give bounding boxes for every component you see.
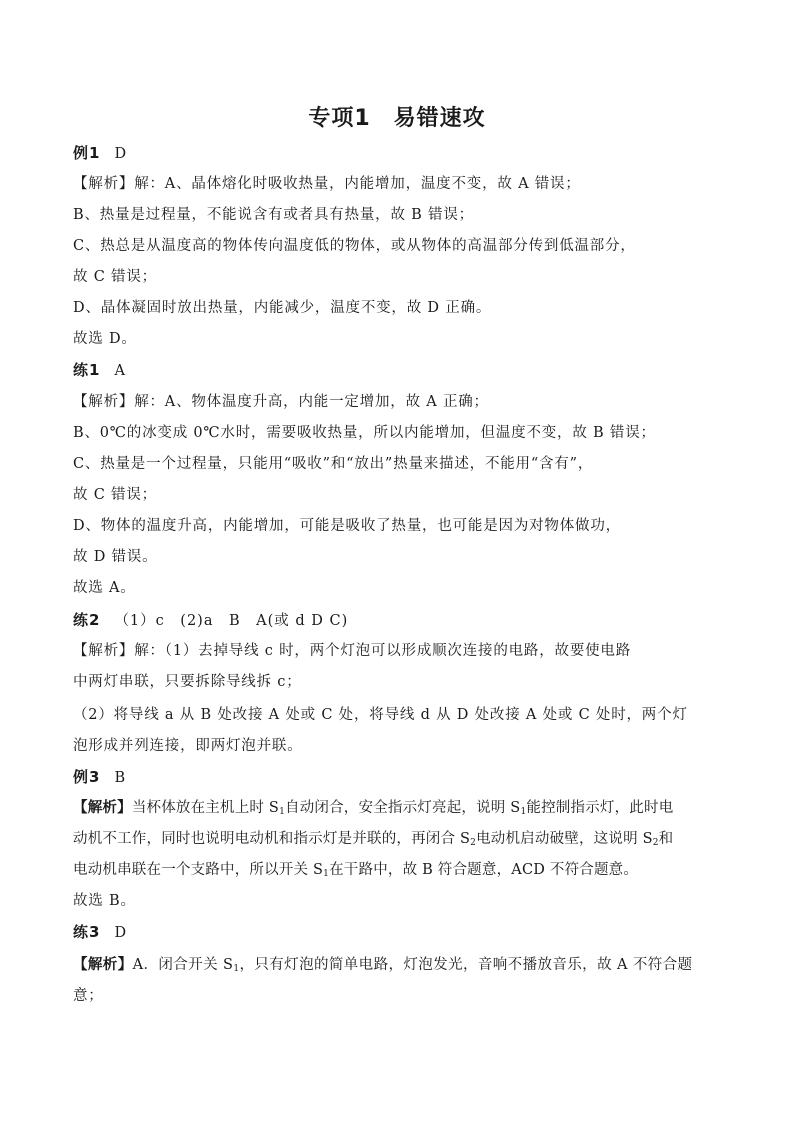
example-3-answer: B <box>114 770 127 786</box>
practice-3-header <box>73 922 733 943</box>
example-3-header <box>73 767 733 788</box>
analysis-text: 能控制指示灯，此时电 <box>526 800 674 816</box>
practice-1-header <box>73 360 733 381</box>
practice-2-line-3: （2）将导线 a 从 B 处改接 A 处或 C 处，将导线 d 从 D 处改接 A 处或 C 处时，两个灯 <box>73 707 688 723</box>
subscript: 2 <box>652 838 659 848</box>
subscript: 1 <box>520 807 527 817</box>
analysis-text: A．闭合开关 S <box>132 957 234 973</box>
analysis-text: 解：A、晶体熔化时吸收热量，内能增加，温度不变，故 A 错误； <box>134 176 581 192</box>
analysis-text: 自动闭合，安全指示灯亮起，说明 S <box>285 800 521 816</box>
example-3-line-3 <box>73 860 733 884</box>
analysis-text: 解：（1）去掉导线 c 时，两个灯泡可以形成顺次连接的电路，故要使电路 <box>134 643 632 659</box>
subscript: 1 <box>323 869 330 879</box>
analysis-tag: 【解析】 <box>73 643 135 659</box>
subscript: 2 <box>470 838 477 848</box>
practice-2-line-4: 泡形成并列连接，即两灯泡并联。 <box>73 738 303 754</box>
analysis-text: 和 <box>658 831 674 847</box>
practice-1-line-4: 故 C 错误； <box>73 487 157 503</box>
analysis-text: 当杯体放在主机上时 S <box>131 800 280 816</box>
analysis-text: 解：A、物体温度升高，内能一定增加，故 A 正确； <box>134 394 489 410</box>
practice-1-line-5: D、物体的温度升高，内能增加，可能是吸收了热量，也可能是因为对物体做功， <box>73 518 621 534</box>
practice-1-line-3: C、热量是一个过程量，只能用“吸收”和“放出”热量来描述，不能用“含有”， <box>73 456 594 472</box>
analysis-text: 动机不工作，同时也说明电动机和指示灯是并联的，再闭合 S <box>73 831 471 847</box>
example-1-label: 例1 <box>73 144 101 162</box>
practice-2-line-1 <box>73 641 733 661</box>
example-1-line-5: D、晶体凝固时放出热量，内能减少，温度不变，故 D 正确。 <box>73 300 492 316</box>
analysis-text: 在干路中，故 B 符合题意，ACD 不符合题意。 <box>329 862 639 878</box>
example-1-line-1 <box>73 174 733 194</box>
practice-3-answer: D <box>114 925 128 941</box>
example-3-label: 例3 <box>73 768 101 786</box>
practice-2-line-2: 中两灯串联，只要拆除导线拆 c； <box>73 674 302 690</box>
practice-2-answer: （1）c (2)a B A(或 d D C) <box>114 613 349 629</box>
example-3-line-1 <box>73 798 733 822</box>
example-1-header <box>73 143 733 164</box>
example-1-line-3: C、热总是从温度高的物体传向温度低的物体，或从物体的高温部分传到低温部分， <box>73 238 636 254</box>
practice-3-line-1 <box>73 955 733 979</box>
subscript: 1 <box>279 807 285 817</box>
example-1-line-2: B、热量是过程量，不能说含有或者具有热量，故 B 错误； <box>73 207 474 223</box>
practice-1-line-6: 故 D 错误。 <box>73 549 158 565</box>
analysis-tag: 【解析】 <box>73 394 135 410</box>
analysis-tag: 【解析】 <box>73 176 135 192</box>
practice-1-line-1 <box>73 392 733 412</box>
example-3-line-4: 故选 B。 <box>73 893 136 909</box>
practice-1-line-2: B、0℃的冰变成 0℃水时，需要吸收热量，所以内能增加，但温度不变，故 B 错误； <box>73 425 656 441</box>
example-1-answer: D <box>114 146 128 162</box>
analysis-text: 电动机启动破壁，这说明 S <box>476 831 653 847</box>
subscript: 1 <box>233 964 240 974</box>
practice-1-answer: A <box>114 363 126 379</box>
example-1-line-4: 故 C 错误； <box>73 269 157 285</box>
practice-1-line-7: 故选 A。 <box>73 580 136 596</box>
practice-1-label: 练1 <box>73 361 101 379</box>
page-title: 专项1 易错速攻 <box>308 106 486 131</box>
analysis-tag: 【解析】 <box>73 800 132 816</box>
analysis-tag: 【解析】 <box>73 957 133 973</box>
practice-3-line-2: 意； <box>73 988 104 1004</box>
example-3-line-2 <box>73 829 733 853</box>
analysis-text: 电动机串联在一个支路中，所以开关 S <box>73 862 324 878</box>
practice-3-label: 练3 <box>73 923 101 941</box>
analysis-text: ，只有灯泡的简单电路，灯泡发光，音响不播放音乐，故 A 不符合题 <box>239 957 693 973</box>
example-1-line-6: 故选 D。 <box>73 331 137 347</box>
practice-2-label: 练2 <box>73 611 101 629</box>
practice-2-header <box>73 610 733 631</box>
